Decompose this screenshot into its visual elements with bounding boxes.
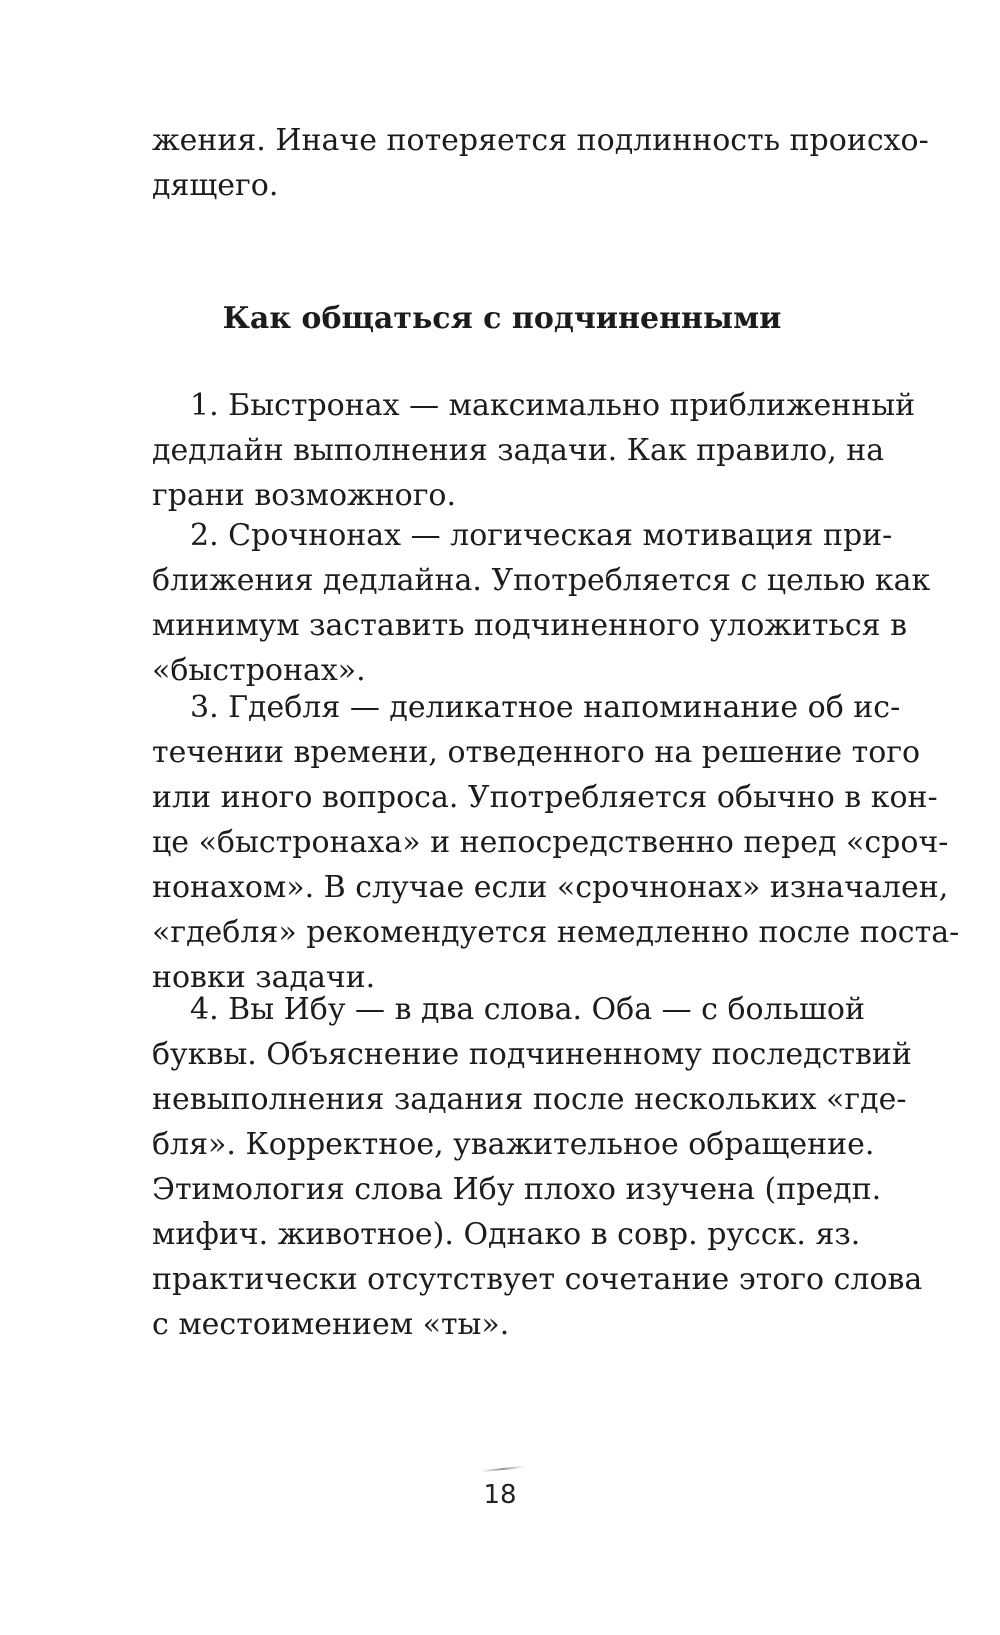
text-line: с местоимением «ты». [152, 1307, 510, 1342]
text-line: «быстронах». [152, 653, 366, 688]
list-item-1 [152, 383, 916, 518]
text-line: буквы. Объяснение подчиненному последствий [152, 1037, 912, 1072]
text-line: 2. Срочнонах — логическая мотивация при- [190, 518, 893, 553]
text-line: Этимология слова Ибу плохо изучена (предп. [152, 1172, 882, 1207]
continuation-paragraph [152, 118, 929, 208]
list-item-4 [152, 987, 923, 1347]
text-line: минимум заставить подчиненного уложиться в [152, 608, 907, 643]
text-line: течении времени, отведенного на решение того [152, 735, 921, 770]
text-line: невыполнения задания после нескольких «где- [152, 1082, 907, 1117]
page-number-mark [481, 1466, 525, 1473]
text-line: дедлайн выполнения задачи. Как правило, на [152, 433, 885, 468]
text-line: практически отсутствует сочетание этого слова [152, 1262, 923, 1297]
text-line: «гдебля» рекомендуется немедленно после поста- [152, 915, 960, 950]
page-number: 18 [483, 1480, 517, 1510]
list-item-2 [152, 513, 931, 693]
text-line: нонахом». В случае если «срочнонах» изначален, [152, 870, 949, 905]
text-line: или иного вопроса. Употребляется обычно в кон- [152, 780, 938, 815]
text-line: мифич. животное). Однако в совр. русск. яз. [152, 1217, 861, 1252]
text-line: ближения дедлайна. Употребляется с целью как [152, 563, 931, 598]
list-item-3 [152, 685, 960, 1000]
section-heading: Как общаться с подчиненными [222, 301, 782, 336]
text-line: 1. Быстронах — максимально приближенный [190, 388, 916, 423]
text-line: дящего. [152, 168, 279, 203]
text-line: 4. Вы Ибу — в два слова. Оба — с большой [190, 992, 865, 1027]
text-line: жения. Иначе потеряется подлинность происхо- [152, 123, 929, 158]
text-line: новки задачи. [152, 960, 376, 995]
text-line: бля». Корректное, уважительное обращение. [152, 1127, 875, 1162]
text-line: це «быстронаха» и непосредственно перед «сроч- [152, 825, 949, 860]
text-line: 3. Гдебля — деликатное напоминание об ис- [190, 690, 901, 725]
text-line: грани возможного. [152, 478, 457, 513]
